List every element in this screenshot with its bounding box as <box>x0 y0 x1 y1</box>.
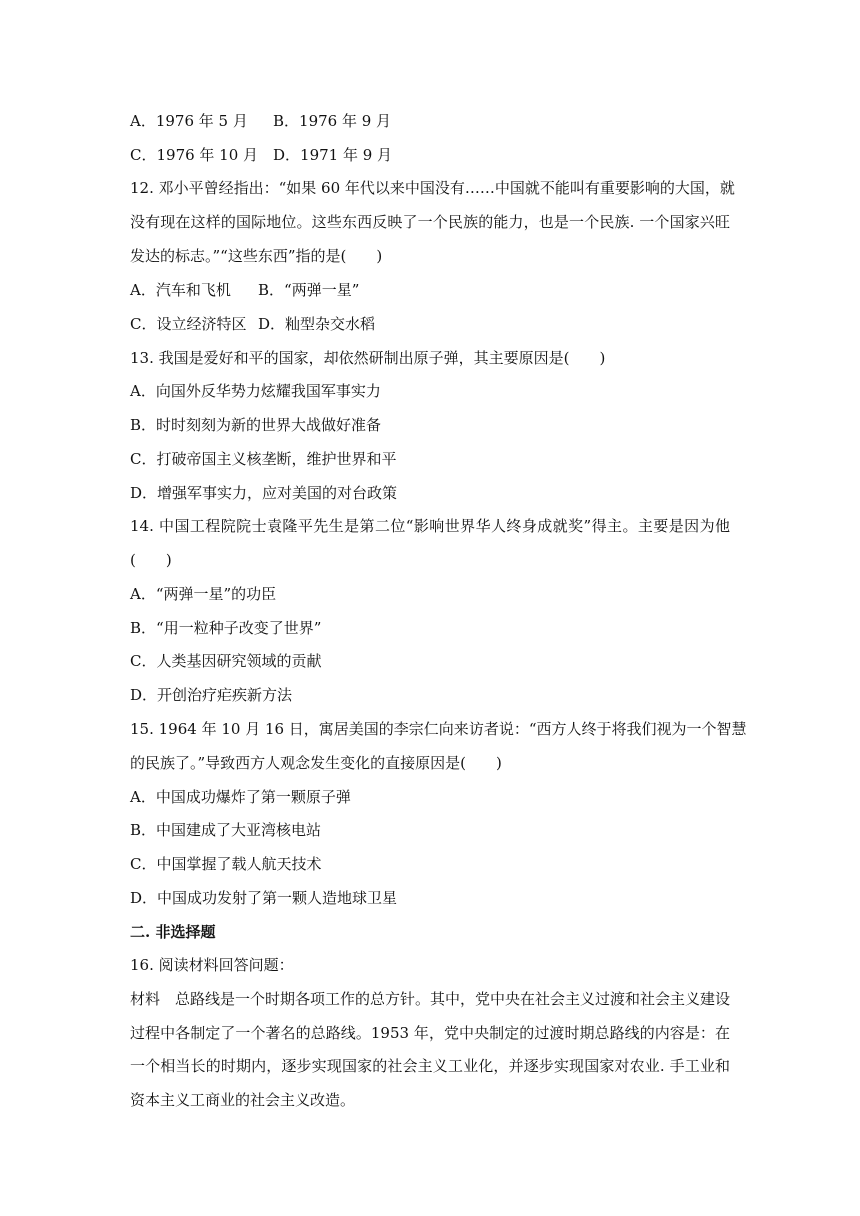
q12-options-row-1 <box>130 280 730 300</box>
q12-option-d: D．籼型杂交水稻 <box>258 315 376 333</box>
q13-stem: 13. 我国是爱好和平的国家，却依然研制出原子弹，其主要原因是( ) <box>130 349 606 367</box>
q15-stem-line-2: 的民族了。”导致西方人观念发生变化的直接原因是( ) <box>130 754 502 772</box>
q12-option-a: A．汽车和飞机 <box>130 281 231 299</box>
q14-option-c: C．人类基因研究领域的贡献 <box>130 652 322 670</box>
q15-option-a: A．中国成功爆炸了第一颗原子弹 <box>130 788 351 806</box>
q12-options-row-2 <box>130 314 730 334</box>
q12-stem-line-1: 12. 邓小平曾经指出：“如果 60 年代以来中国没有……中国就不能叫有重要影响的大国，就 <box>130 179 735 197</box>
q14-option-d: D．开创治疗疟疾新方法 <box>130 686 293 704</box>
q14-stem-line-1: 14. 中国工程院院士袁隆平先生是第二位“影响世界华人终身成就奖”得主。主要是因为他 <box>130 517 730 535</box>
q11-option-c: C．1976 年 10 月 <box>130 146 259 164</box>
q12-option-c: C．设立经济特区 <box>130 315 247 333</box>
q14-stem-line-2: ( ) <box>130 551 172 569</box>
q11-option-a: A．1976 年 5 月 <box>130 112 248 130</box>
q13-option-b: B．时时刻刻为新的世界大战做好准备 <box>130 416 382 434</box>
q16-material-line-3: 一个相当长的时期内，逐步实现国家的社会主义工业化，并逐步实现国家对农业. 手工业和 <box>130 1057 730 1075</box>
q15-option-c: C．中国掌握了载人航天技术 <box>130 855 322 873</box>
q15-option-b: B．中国建成了大亚湾核电站 <box>130 821 322 839</box>
q11-option-b: B．1976 年 9 月 <box>273 112 392 130</box>
q13-option-a: A．向国外反华势力炫耀我国军事实力 <box>130 382 381 400</box>
q12-stem-line-3: 发达的标志。”“这些东西”指的是( ) <box>130 247 383 265</box>
q11-options-row-2 <box>130 145 730 165</box>
q15-option-d: D．中国成功发射了第一颗人造地球卫星 <box>130 889 398 907</box>
q12-option-b: B．“两弹一星” <box>258 281 360 299</box>
q14-option-a: A．“两弹一星”的功臣 <box>130 585 277 603</box>
q13-option-d: D．增强军事实力，应对美国的对台政策 <box>130 484 398 502</box>
q16-stem: 16. 阅读材料回答问题： <box>130 956 294 974</box>
q13-option-c: C．打破帝国主义核垄断，维护世界和平 <box>130 450 397 468</box>
section-heading: 二. 非选择题 <box>130 923 216 941</box>
q15-stem-line-1: 15. 1964 年 10 月 16 日，寓居美国的李宗仁向来访者说：“西方人终于将我们视为一个智慧 <box>130 720 747 738</box>
q11-option-d: D．1971 年 9 月 <box>273 146 393 164</box>
q11-options-row-1 <box>130 111 730 131</box>
q12-stem-line-2: 没有现在这样的国际地位。这些东西反映了一个民族的能力，也是一个民族. 一个国家兴旺 <box>130 213 730 231</box>
q16-material-line-4: 资本主义工商业的社会主义改造。 <box>130 1091 356 1109</box>
q16-material-line-1: 材料 总路线是一个时期各项工作的总方针。其中，党中央在社会主义过渡和社会主义建设 <box>130 990 731 1008</box>
q14-option-b: B．“用一粒种子改变了世界” <box>130 619 322 637</box>
q16-material-line-2: 过程中各制定了一个著名的总路线。1953 年，党中央制定的过渡时期总路线的内容是：在 <box>130 1024 730 1042</box>
